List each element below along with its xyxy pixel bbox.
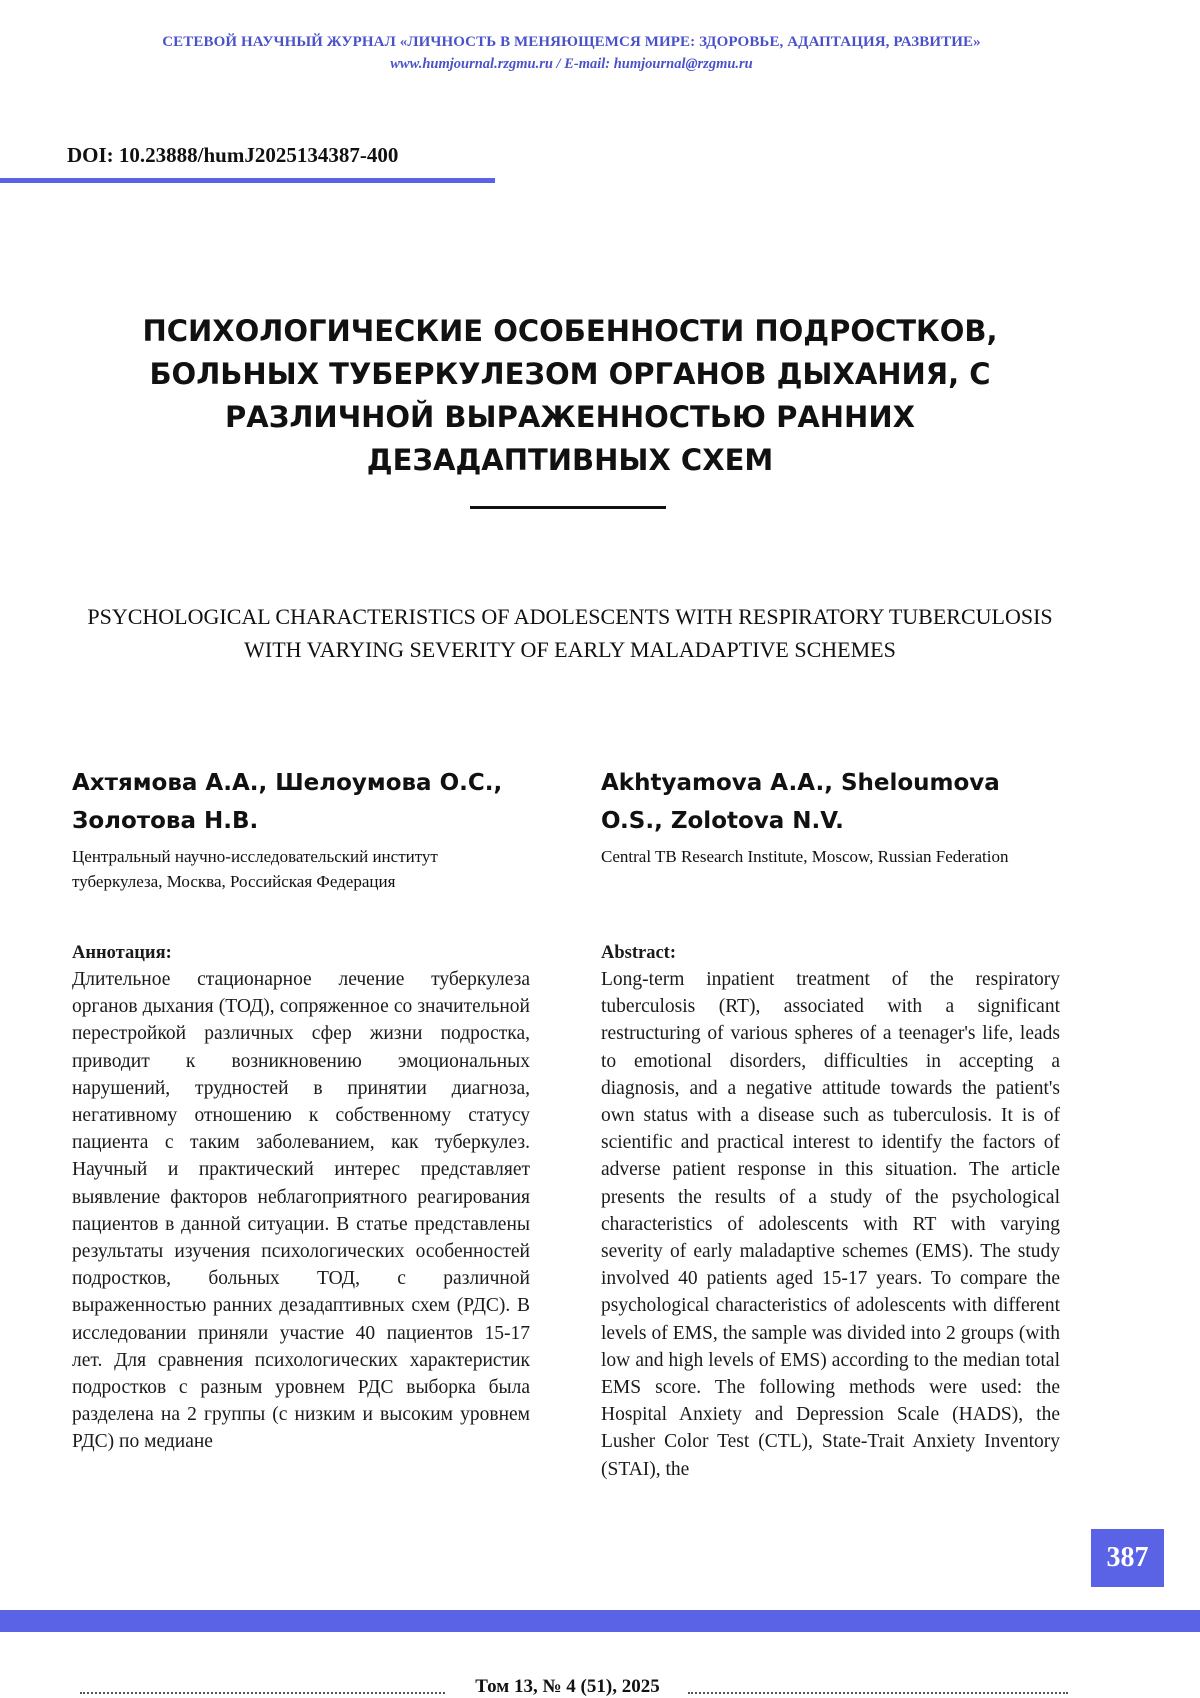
abstract-label-ru: Аннотация: xyxy=(72,943,172,963)
authors-ru: Ахтямова А.А., Шелоумова О.С., Золотова Н.В. xyxy=(72,770,503,834)
title-ru: ПСИХОЛОГИЧЕСКИЕ ОСОБЕННОСТИ ПОДРОСТКОВ, БОЛЬНЫХ ТУБЕРКУЛЕЗОМ ОРГАНОВ ДЫХАНИЯ, С РАЗЛИЧНОЙ ВЫРАЖЕННОСТЬЮ РАННИХ ДЕЗАДАПТИВНЫХ СХЕМ xyxy=(142,314,998,477)
title-divider xyxy=(470,506,666,509)
authors-block-en xyxy=(601,764,1060,869)
journal-contacts: www.humjournal.rzgmu.ru / E-mail: humjournal@rzgmu.ru xyxy=(390,56,753,72)
issue-info: Том 13, № 4 (51), 2025 xyxy=(475,1676,660,1697)
page-number: 387 xyxy=(1091,1529,1164,1587)
authors-en: Akhtyamova A.A., Sheloumova O.S., Zolotova N.V. xyxy=(601,770,1000,834)
footer-dots-right xyxy=(688,1692,1068,1694)
abstract-block-ru xyxy=(72,940,530,1456)
abstract-block-en xyxy=(601,940,1060,1483)
affiliation-en: Central TB Research Institute, Moscow, Russian Federation xyxy=(601,847,1009,866)
abstract-text-ru: Длительное стационарное лечение туберкулеза органов дыхания (ТОД), сопряженное со значительной перестройкой различных сфер жизни подростка, приводит к возникновению эмоциональных нарушений, трудностей в принятии диагноза, негативному отношению к собственному статусу пациента с таким заболеванием, как туберкулез. Научный и практический интерес представляет выявление факторов неблагоприятного реагирования пациентов в данной ситуации. В статье представлены результаты изучения психологических особенностей подростков, больных ТОД, с различной выраженностью ранних дезадаптивных схем (РДС). В исследовании приняли участие 40 пациентов 15-17 лет. Для сравнения психологических характеристик подростков с разным уровнем РДС выборка была разделена на 2 группы (с низким и высоким уровнем РДС) по медиане xyxy=(72,969,530,1453)
doi-underline-bar xyxy=(0,178,495,183)
abstract-text-en: Long-term inpatient treatment of the respiratory tuberculosis (RT), associated with a significant restructuring of various spheres of a teenager's life, leads to emotional disorders, difficulties in accepting a diagnosis, and a negative attitude towards the patient's own status with a disease such as tuberculosis. It is of scientific and practical interest to identify the factors of adverse patient response in this situation. The article presents the results of a study of the psychological characteristics of adolescents with RT with varying severity of early maladaptive schemes (EMS). The study involved 40 patients aged 15-17 years. To compare the psychological characteristics of adolescents with different levels of EMS, the sample was divided into 2 groups (with low and high levels of EMS) according to the median total EMS score. The following methods were used: the Hospital Anxiety and Depression Scale (HADS), the Lusher Color Test (CTL), State-Trait Anxiety Inventory (STAI), the xyxy=(601,969,1060,1480)
abstract-label-en: Abstract: xyxy=(601,943,677,963)
doi: DOI: 10.23888/humJ2025134387-400 xyxy=(67,143,399,167)
footer-dots-left xyxy=(80,1692,445,1694)
journal-header: СЕТЕВОЙ НАУЧНЫЙ ЖУРНАЛ «ЛИЧНОСТЬ В МЕНЯЮЩЕМСЯ МИРЕ: ЗДОРОВЬЕ, АДАПТАЦИЯ, РАЗВИТИЕ» xyxy=(162,34,981,50)
title-en: PSYCHOLOGICAL CHARACTERISTICS OF ADOLESCENTS WITH RESPIRATORY TUBERCULOSIS WITH VARYING SEVERITY OF EARLY MALADAPTIVE SCHEMES xyxy=(87,604,1053,662)
footer-bar xyxy=(0,1610,1200,1632)
affiliation-ru: Центральный научно-исследовательский институт туберкулеза, Москва, Российская Федерация xyxy=(72,847,438,891)
authors-block-ru xyxy=(72,764,530,894)
